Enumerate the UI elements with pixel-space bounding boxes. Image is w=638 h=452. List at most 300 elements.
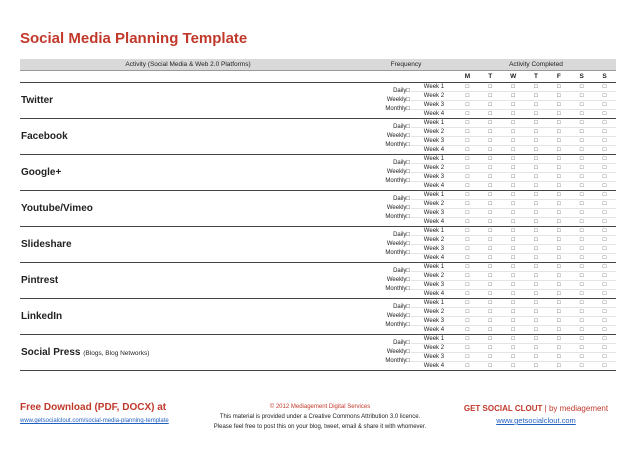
day-checkbox[interactable]: □ — [502, 290, 525, 299]
day-checkbox[interactable]: □ — [570, 317, 593, 326]
day-checkbox[interactable]: □ — [570, 362, 593, 371]
frequency-options — [356, 299, 411, 335]
day-checkbox[interactable]: □ — [456, 317, 479, 326]
day-checkbox[interactable]: □ — [593, 218, 616, 227]
day-checkbox[interactable]: □ — [479, 92, 502, 101]
platform-label: Youtube/Vimeo — [21, 203, 93, 214]
day-checkbox[interactable]: □ — [456, 227, 479, 236]
day-checkbox[interactable]: □ — [502, 146, 525, 155]
brand-by: by mediagement — [548, 404, 609, 413]
day-checkbox[interactable]: □ — [570, 353, 593, 362]
day-checkbox[interactable]: □ — [456, 92, 479, 101]
platform-note: (Blogs, Blog Networks) — [83, 350, 150, 357]
day-checkbox[interactable]: □ — [502, 272, 525, 281]
day-checkbox[interactable]: □ — [547, 128, 570, 137]
day-checkbox[interactable]: □ — [525, 317, 548, 326]
week-label: Week 4 — [411, 326, 456, 335]
day-checkbox[interactable]: □ — [525, 164, 548, 173]
day-checkbox[interactable]: □ — [525, 146, 548, 155]
day-checkbox[interactable]: □ — [456, 146, 479, 155]
day-checkbox[interactable]: □ — [456, 182, 479, 191]
day-checkbox[interactable]: □ — [479, 110, 502, 119]
day-checkbox[interactable]: □ — [593, 146, 616, 155]
frequency-checkbox[interactable]: Monthly□ — [385, 358, 411, 364]
frequency-options — [356, 263, 411, 299]
day-checkbox[interactable]: □ — [479, 182, 502, 191]
day-checkbox[interactable]: □ — [570, 236, 593, 245]
day-checkbox[interactable]: □ — [479, 209, 502, 218]
day-checkbox[interactable]: □ — [525, 200, 548, 209]
day-checkbox[interactable]: □ — [593, 254, 616, 263]
day-checkbox[interactable]: □ — [479, 119, 502, 128]
day-header: T — [525, 71, 548, 83]
day-checkbox[interactable]: □ — [547, 155, 570, 164]
day-checkbox[interactable]: □ — [479, 308, 502, 317]
day-checkbox[interactable]: □ — [456, 110, 479, 119]
day-checkbox[interactable]: □ — [502, 362, 525, 371]
day-checkbox[interactable]: □ — [525, 353, 548, 362]
day-checkbox[interactable]: □ — [502, 227, 525, 236]
day-checkbox[interactable]: □ — [479, 155, 502, 164]
day-checkbox[interactable]: □ — [547, 317, 570, 326]
frequency-column-header: Frequency — [356, 59, 456, 71]
platform-name — [20, 263, 356, 299]
day-checkbox[interactable]: □ — [593, 263, 616, 272]
day-checkbox[interactable]: □ — [502, 92, 525, 101]
day-checkbox[interactable]: □ — [593, 281, 616, 290]
day-checkbox[interactable]: □ — [502, 173, 525, 182]
week-label: Week 3 — [411, 101, 456, 110]
week-label: Week 3 — [411, 281, 456, 290]
day-checkbox[interactable]: □ — [479, 83, 502, 92]
day-checkbox[interactable]: □ — [593, 308, 616, 317]
day-checkbox[interactable]: □ — [479, 200, 502, 209]
day-checkbox[interactable]: □ — [479, 191, 502, 200]
day-checkbox[interactable]: □ — [547, 110, 570, 119]
frequency-checkbox[interactable]: Daily□ — [393, 268, 411, 274]
frequency-options — [356, 335, 411, 371]
day-checkbox[interactable]: □ — [525, 191, 548, 200]
week-label: Week 1 — [411, 155, 456, 164]
day-checkbox[interactable]: □ — [593, 227, 616, 236]
share-note: Please feel free to post this on your blog, tweet, email & share it with whomever. — [213, 424, 427, 430]
day-checkbox[interactable]: □ — [525, 173, 548, 182]
day-checkbox[interactable]: □ — [525, 290, 548, 299]
day-checkbox[interactable]: □ — [456, 128, 479, 137]
day-checkbox[interactable]: □ — [593, 92, 616, 101]
day-checkbox[interactable]: □ — [593, 299, 616, 308]
frequency-checkbox[interactable]: Monthly□ — [385, 250, 411, 256]
day-checkbox[interactable]: □ — [502, 218, 525, 227]
platform-label: Pintrest — [21, 275, 59, 286]
day-checkbox[interactable]: □ — [502, 209, 525, 218]
day-checkbox[interactable]: □ — [525, 254, 548, 263]
week-label: Week 3 — [411, 137, 456, 146]
day-checkbox[interactable]: □ — [479, 236, 502, 245]
day-checkbox[interactable]: □ — [456, 254, 479, 263]
table-row — [20, 299, 616, 308]
day-checkbox[interactable]: □ — [570, 335, 593, 344]
day-checkbox[interactable]: □ — [547, 164, 570, 173]
day-checkbox[interactable]: □ — [456, 218, 479, 227]
day-checkbox[interactable]: □ — [593, 182, 616, 191]
day-checkbox[interactable]: □ — [456, 245, 479, 254]
day-header: T — [479, 71, 502, 83]
day-checkbox[interactable]: □ — [593, 317, 616, 326]
week-label: Week 4 — [411, 254, 456, 263]
day-checkbox[interactable]: □ — [479, 317, 502, 326]
day-checkbox[interactable]: □ — [502, 299, 525, 308]
day-checkbox[interactable]: □ — [479, 227, 502, 236]
week-label: Week 2 — [411, 200, 456, 209]
day-checkbox[interactable]: □ — [456, 335, 479, 344]
day-checkbox[interactable]: □ — [547, 92, 570, 101]
platform-label: LinkedIn — [21, 311, 63, 322]
day-checkbox[interactable]: □ — [456, 173, 479, 182]
copyright-text: © 2012 Mediagement Digital Services — [269, 404, 371, 410]
day-checkbox[interactable]: □ — [547, 173, 570, 182]
day-checkbox[interactable]: □ — [547, 218, 570, 227]
day-checkbox[interactable]: □ — [456, 164, 479, 173]
day-checkbox[interactable]: □ — [525, 182, 548, 191]
frequency-checkbox[interactable]: Weekly□ — [386, 349, 411, 355]
day-checkbox[interactable]: □ — [525, 362, 548, 371]
day-checkbox[interactable]: □ — [547, 209, 570, 218]
day-checkbox[interactable]: □ — [479, 299, 502, 308]
day-checkbox[interactable]: □ — [456, 281, 479, 290]
day-checkbox[interactable]: □ — [525, 344, 548, 353]
day-checkbox[interactable]: □ — [547, 308, 570, 317]
frequency-checkbox[interactable]: Daily□ — [393, 88, 411, 94]
day-header: S — [593, 71, 616, 83]
day-checkbox[interactable]: □ — [593, 290, 616, 299]
day-checkbox[interactable]: □ — [479, 173, 502, 182]
day-checkbox[interactable]: □ — [502, 128, 525, 137]
day-checkbox[interactable]: □ — [456, 191, 479, 200]
week-label: Week 3 — [411, 173, 456, 182]
day-checkbox[interactable]: □ — [593, 353, 616, 362]
frequency-options — [356, 227, 411, 263]
day-checkbox[interactable]: □ — [479, 164, 502, 173]
day-checkbox[interactable]: □ — [502, 326, 525, 335]
day-checkbox[interactable]: □ — [525, 119, 548, 128]
week-label: Week 4 — [411, 362, 456, 371]
page-title: Social Media Planning Template — [20, 30, 248, 47]
day-checkbox[interactable]: □ — [593, 128, 616, 137]
frequency-checkbox[interactable]: Weekly□ — [386, 205, 411, 211]
download-link[interactable]: www.getsocialclout.com/social-media-planning-template — [20, 418, 169, 424]
day-checkbox[interactable]: □ — [456, 326, 479, 335]
day-checkbox[interactable]: □ — [456, 83, 479, 92]
day-checkbox[interactable]: □ — [547, 254, 570, 263]
day-checkbox[interactable]: □ — [593, 173, 616, 182]
platform-name — [20, 299, 356, 335]
day-checkbox[interactable]: □ — [479, 362, 502, 371]
day-checkbox[interactable]: □ — [525, 218, 548, 227]
day-checkbox[interactable]: □ — [593, 236, 616, 245]
brand-link[interactable]: www.getsocialclout.com — [496, 416, 576, 425]
day-checkbox[interactable]: □ — [456, 290, 479, 299]
day-checkbox[interactable]: □ — [456, 236, 479, 245]
platform-name — [20, 119, 356, 155]
frequency-checkbox[interactable]: Monthly□ — [385, 106, 411, 112]
day-checkbox[interactable]: □ — [525, 335, 548, 344]
day-checkbox[interactable]: □ — [525, 308, 548, 317]
day-checkbox[interactable]: □ — [570, 308, 593, 317]
day-checkbox[interactable]: □ — [547, 119, 570, 128]
day-checkbox[interactable]: □ — [456, 272, 479, 281]
day-checkbox[interactable]: □ — [593, 344, 616, 353]
day-checkbox[interactable]: □ — [502, 263, 525, 272]
day-checkbox[interactable]: □ — [502, 110, 525, 119]
day-checkbox[interactable]: □ — [479, 146, 502, 155]
table-row — [20, 155, 616, 164]
brand-separator: | — [544, 404, 547, 413]
day-checkbox[interactable]: □ — [502, 254, 525, 263]
day-checkbox[interactable]: □ — [570, 182, 593, 191]
day-checkbox[interactable]: □ — [547, 281, 570, 290]
day-checkbox[interactable]: □ — [502, 344, 525, 353]
frequency-checkbox[interactable]: Daily□ — [393, 124, 411, 130]
frequency-checkbox[interactable]: Daily□ — [393, 160, 411, 166]
day-checkbox[interactable]: □ — [570, 245, 593, 254]
day-checkbox[interactable]: □ — [570, 101, 593, 110]
day-checkbox[interactable]: □ — [570, 146, 593, 155]
frequency-checkbox[interactable]: Daily□ — [393, 232, 411, 238]
day-checkbox[interactable]: □ — [479, 326, 502, 335]
frequency-checkbox[interactable]: Weekly□ — [386, 313, 411, 319]
week-label: Week 2 — [411, 308, 456, 317]
day-checkbox[interactable]: □ — [479, 263, 502, 272]
day-checkbox[interactable]: □ — [525, 155, 548, 164]
day-checkbox[interactable]: □ — [479, 245, 502, 254]
week-label: Week 4 — [411, 218, 456, 227]
day-checkbox[interactable]: □ — [479, 254, 502, 263]
day-checkbox[interactable]: □ — [593, 191, 616, 200]
day-checkbox[interactable]: □ — [525, 227, 548, 236]
day-checkbox[interactable]: □ — [525, 137, 548, 146]
day-checkbox[interactable]: □ — [525, 245, 548, 254]
day-checkbox[interactable]: □ — [570, 254, 593, 263]
day-checkbox[interactable]: □ — [570, 218, 593, 227]
day-checkbox[interactable]: □ — [525, 92, 548, 101]
table-row — [20, 227, 616, 236]
day-checkbox[interactable]: □ — [456, 101, 479, 110]
day-checkbox[interactable]: □ — [570, 155, 593, 164]
day-checkbox[interactable]: □ — [456, 209, 479, 218]
day-checkbox[interactable]: □ — [525, 281, 548, 290]
day-checkbox[interactable]: □ — [570, 164, 593, 173]
day-checkbox[interactable]: □ — [593, 164, 616, 173]
day-header: S — [570, 71, 593, 83]
day-checkbox[interactable]: □ — [547, 191, 570, 200]
day-checkbox[interactable]: □ — [570, 110, 593, 119]
frequency-checkbox[interactable]: Weekly□ — [386, 97, 411, 103]
day-checkbox[interactable]: □ — [479, 272, 502, 281]
day-checkbox[interactable]: □ — [502, 182, 525, 191]
day-checkbox[interactable]: □ — [593, 200, 616, 209]
frequency-checkbox[interactable]: Daily□ — [393, 340, 411, 346]
day-checkbox[interactable]: □ — [502, 200, 525, 209]
day-checkbox[interactable]: □ — [570, 173, 593, 182]
week-label: Week 2 — [411, 272, 456, 281]
day-checkbox[interactable]: □ — [547, 353, 570, 362]
brand-line — [454, 404, 618, 413]
day-checkbox[interactable]: □ — [547, 263, 570, 272]
day-checkbox[interactable]: □ — [570, 92, 593, 101]
frequency-checkbox[interactable]: Daily□ — [393, 196, 411, 202]
day-checkbox[interactable]: □ — [570, 119, 593, 128]
day-checkbox[interactable]: □ — [502, 155, 525, 164]
day-checkbox[interactable]: □ — [547, 335, 570, 344]
day-checkbox[interactable]: □ — [547, 182, 570, 191]
day-checkbox[interactable]: □ — [547, 290, 570, 299]
day-checkbox[interactable]: □ — [479, 281, 502, 290]
day-checkbox[interactable]: □ — [479, 101, 502, 110]
day-checkbox[interactable]: □ — [547, 236, 570, 245]
day-checkbox[interactable]: □ — [593, 155, 616, 164]
platform-name — [20, 83, 356, 119]
frequency-checkbox[interactable]: Daily□ — [393, 304, 411, 310]
frequency-checkbox[interactable]: Monthly□ — [385, 178, 411, 184]
day-checkbox[interactable]: □ — [525, 326, 548, 335]
day-checkbox[interactable]: □ — [547, 326, 570, 335]
day-checkbox[interactable]: □ — [593, 101, 616, 110]
day-checkbox[interactable]: □ — [547, 83, 570, 92]
week-label: Week 1 — [411, 299, 456, 308]
platform-name — [20, 191, 356, 227]
day-checkbox[interactable]: □ — [570, 344, 593, 353]
frequency-checkbox[interactable]: Monthly□ — [385, 286, 411, 292]
day-checkbox[interactable]: □ — [502, 101, 525, 110]
license-text: This material is provided under a Creative Commons Attribution 3.0 licence. — [219, 414, 421, 420]
platform-name — [20, 227, 356, 263]
day-checkbox[interactable]: □ — [525, 299, 548, 308]
day-checkbox[interactable]: □ — [456, 200, 479, 209]
frequency-checkbox[interactable]: Monthly□ — [385, 214, 411, 220]
day-checkbox[interactable]: □ — [456, 299, 479, 308]
day-checkbox[interactable]: □ — [547, 146, 570, 155]
day-checkbox[interactable]: □ — [502, 308, 525, 317]
day-checkbox[interactable]: □ — [502, 137, 525, 146]
day-checkbox[interactable]: □ — [547, 137, 570, 146]
day-checkbox[interactable]: □ — [479, 218, 502, 227]
day-header: M — [456, 71, 479, 83]
day-checkbox[interactable]: □ — [570, 272, 593, 281]
day-checkbox[interactable]: □ — [456, 353, 479, 362]
day-checkbox[interactable]: □ — [593, 83, 616, 92]
day-checkbox[interactable]: □ — [525, 110, 548, 119]
day-checkbox[interactable]: □ — [456, 137, 479, 146]
day-checkbox[interactable]: □ — [593, 326, 616, 335]
day-checkbox[interactable]: □ — [525, 209, 548, 218]
day-checkbox[interactable]: □ — [479, 128, 502, 137]
day-checkbox[interactable]: □ — [570, 263, 593, 272]
day-checkbox[interactable]: □ — [570, 128, 593, 137]
day-checkbox[interactable]: □ — [525, 236, 548, 245]
day-checkbox[interactable]: □ — [570, 137, 593, 146]
day-checkbox[interactable]: □ — [547, 245, 570, 254]
day-checkbox[interactable]: □ — [456, 263, 479, 272]
day-checkbox[interactable]: □ — [593, 335, 616, 344]
frequency-checkbox[interactable]: Weekly□ — [386, 169, 411, 175]
day-checkbox[interactable]: □ — [593, 245, 616, 254]
day-checkbox[interactable]: □ — [547, 299, 570, 308]
day-checkbox[interactable]: □ — [479, 137, 502, 146]
day-checkbox[interactable]: □ — [525, 128, 548, 137]
day-checkbox[interactable]: □ — [593, 272, 616, 281]
day-checkbox[interactable]: □ — [570, 191, 593, 200]
day-checkbox[interactable]: □ — [547, 272, 570, 281]
day-checkbox[interactable]: □ — [593, 209, 616, 218]
day-checkbox[interactable]: □ — [479, 290, 502, 299]
week-label: Week 3 — [411, 353, 456, 362]
day-checkbox[interactable]: □ — [502, 245, 525, 254]
day-checkbox[interactable]: □ — [502, 353, 525, 362]
day-checkbox[interactable]: □ — [593, 137, 616, 146]
day-checkbox[interactable]: □ — [525, 101, 548, 110]
day-checkbox[interactable]: □ — [502, 236, 525, 245]
platform-label: Twitter — [21, 95, 54, 106]
planning-table — [20, 59, 616, 371]
day-checkbox[interactable]: □ — [456, 308, 479, 317]
day-checkbox[interactable]: □ — [547, 344, 570, 353]
day-checkbox[interactable]: □ — [547, 101, 570, 110]
day-checkbox[interactable]: □ — [502, 191, 525, 200]
day-checkbox[interactable]: □ — [525, 272, 548, 281]
day-checkbox[interactable]: □ — [502, 164, 525, 173]
day-checkbox[interactable]: □ — [570, 326, 593, 335]
frequency-options — [356, 119, 411, 155]
day-checkbox[interactable]: □ — [547, 200, 570, 209]
day-checkbox[interactable]: □ — [570, 290, 593, 299]
day-checkbox[interactable]: □ — [593, 119, 616, 128]
day-checkbox[interactable]: □ — [502, 119, 525, 128]
week-label: Week 1 — [411, 83, 456, 92]
day-checkbox[interactable]: □ — [456, 362, 479, 371]
day-checkbox[interactable]: □ — [593, 110, 616, 119]
frequency-checkbox[interactable]: Weekly□ — [386, 241, 411, 247]
day-checkbox[interactable]: □ — [479, 344, 502, 353]
day-checkbox[interactable]: □ — [570, 299, 593, 308]
day-checkbox[interactable]: □ — [456, 344, 479, 353]
frequency-options — [356, 83, 411, 119]
day-checkbox[interactable]: □ — [570, 83, 593, 92]
day-checkbox[interactable]: □ — [570, 209, 593, 218]
day-checkbox[interactable]: □ — [502, 83, 525, 92]
day-checkbox[interactable]: □ — [525, 263, 548, 272]
day-checkbox[interactable]: □ — [570, 281, 593, 290]
day-checkbox[interactable]: □ — [570, 200, 593, 209]
day-checkbox[interactable]: □ — [547, 227, 570, 236]
day-checkbox[interactable]: □ — [593, 362, 616, 371]
day-checkbox[interactable]: □ — [456, 155, 479, 164]
week-label: Week 2 — [411, 128, 456, 137]
frequency-checkbox[interactable]: Weekly□ — [386, 277, 411, 283]
frequency-checkbox[interactable]: Weekly□ — [386, 133, 411, 139]
day-checkbox[interactable]: □ — [525, 83, 548, 92]
day-checkbox[interactable]: □ — [547, 362, 570, 371]
day-checkbox[interactable]: □ — [502, 317, 525, 326]
frequency-checkbox[interactable]: Monthly□ — [385, 322, 411, 328]
day-checkbox[interactable]: □ — [570, 227, 593, 236]
day-checkbox[interactable]: □ — [502, 335, 525, 344]
day-checkbox[interactable]: □ — [502, 281, 525, 290]
day-checkbox[interactable]: □ — [479, 353, 502, 362]
day-checkbox[interactable]: □ — [479, 335, 502, 344]
day-checkbox[interactable]: □ — [456, 119, 479, 128]
frequency-checkbox[interactable]: Monthly□ — [385, 142, 411, 148]
